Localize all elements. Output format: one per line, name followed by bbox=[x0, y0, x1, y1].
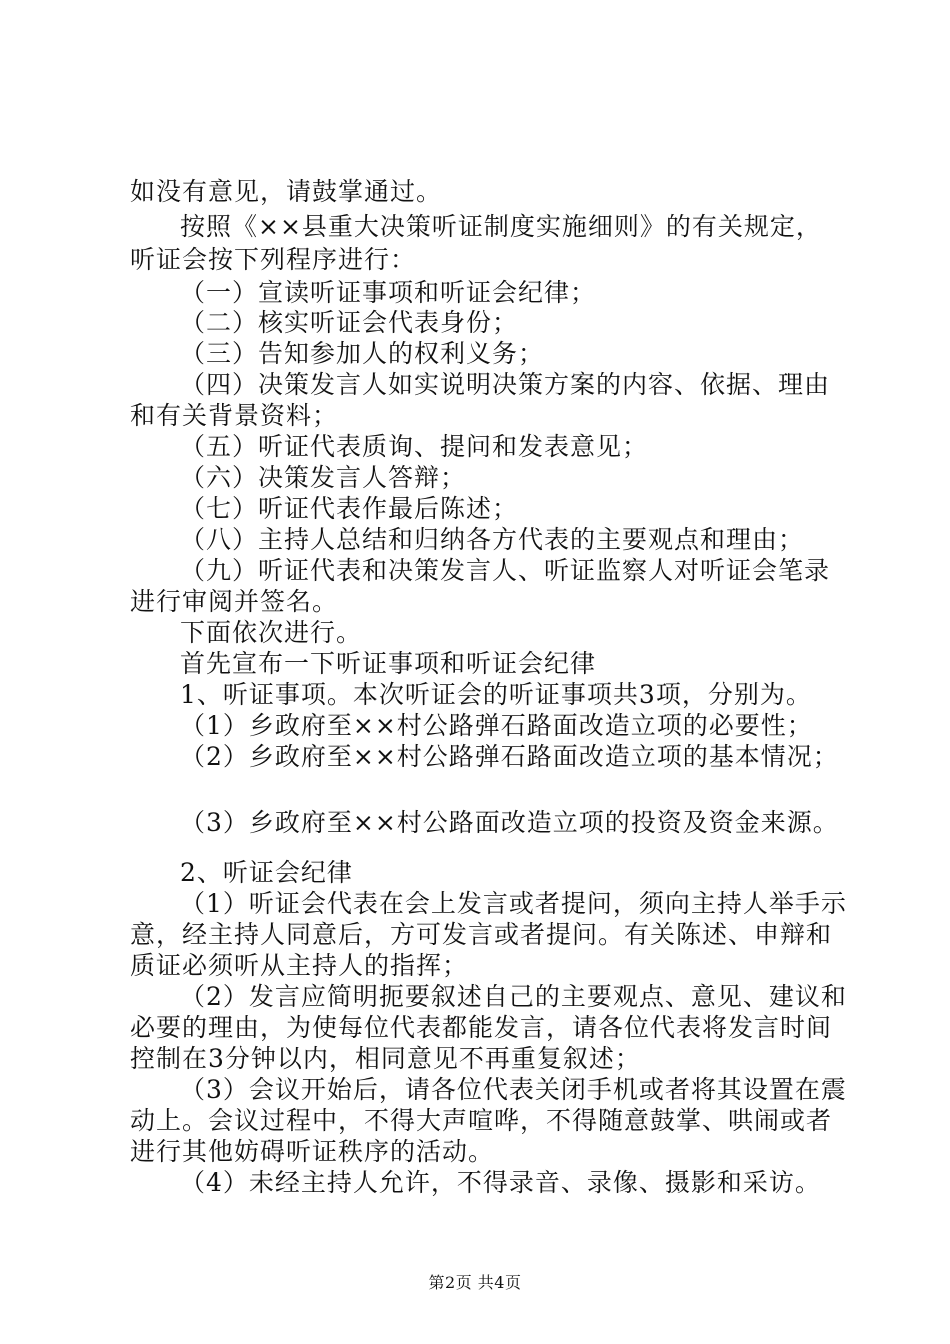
procedure-item: （一）宣读听证事项和听证会纪律； bbox=[180, 278, 597, 307]
paragraph-line: 如没有意见，请鼓掌通过。 bbox=[130, 177, 443, 206]
paragraph-line: 动上。会议过程中，不得大声喧哗，不得随意鼓掌、哄闹或者 bbox=[130, 1106, 833, 1135]
hearing-item: （3）乡政府至××村公路面改造立项的投资及资金来源。 bbox=[180, 808, 839, 837]
paragraph-line: 必要的理由，为使每位代表都能发言，请各位代表将发言时间 bbox=[130, 1013, 833, 1042]
paragraph-line: 控制在3分钟以内，相同意见不再重复叙述； bbox=[130, 1044, 641, 1073]
procedure-item: （二）核实听证会代表身份； bbox=[180, 308, 519, 337]
paragraph-line: 下面依次进行。 bbox=[180, 618, 363, 647]
procedure-item: （八）主持人总结和归纳各方代表的主要观点和理由； bbox=[180, 525, 805, 554]
paragraph-line: 听证会按下列程序进行： bbox=[130, 245, 417, 274]
hearing-item: （2）乡政府至××村公路弹石路面改造立项的基本情况； bbox=[180, 742, 839, 771]
paragraph-line: 质证必须听从主持人的指挥； bbox=[130, 951, 469, 980]
procedure-item: （七）听证代表作最后陈述； bbox=[180, 494, 519, 523]
hearing-item: （1）乡政府至××村公路弹石路面改造立项的必要性； bbox=[180, 711, 813, 740]
paragraph-line: 和有关背景资料； bbox=[130, 401, 339, 430]
discipline-item: （2）发言应简明扼要叙述自己的主要观点、意见、建议和 bbox=[180, 982, 847, 1011]
procedure-item: （六）决策发言人答辩； bbox=[180, 463, 467, 492]
paragraph-line: 意，经主持人同意后，方可发言或者提问。有关陈述、申辩和 bbox=[130, 920, 833, 949]
procedure-item: （三）告知参加人的权利义务； bbox=[180, 339, 545, 368]
procedure-item: （五）听证代表质询、提问和发表意见； bbox=[180, 432, 649, 461]
paragraph-line: 首先宣布一下听证事项和听证会纪律 bbox=[180, 649, 597, 678]
section-heading: 1、听证事项。本次听证会的听证事项共3项，分别为。 bbox=[180, 680, 812, 709]
discipline-item: （1）听证会代表在会上发言或者提问，须向主持人举手示 bbox=[180, 889, 847, 918]
page-number-footer: 第2页 共4页 bbox=[428, 1273, 522, 1292]
procedure-item: （四）决策发言人如实说明决策方案的内容、依据、理由 bbox=[180, 370, 831, 399]
paragraph-line: 按照《××县重大决策听证制度实施细则》的有关规定， bbox=[180, 212, 822, 241]
discipline-item: （3）会议开始后，请各位代表关闭手机或者将其设置在震 bbox=[180, 1075, 847, 1104]
paragraph-line: 进行审阅并签名。 bbox=[130, 587, 339, 616]
procedure-item: （九）听证代表和决策发言人、听证监察人对听证会笔录 bbox=[180, 556, 831, 585]
paragraph-line: 进行其他妨碍听证秩序的活动。 bbox=[130, 1137, 495, 1166]
discipline-item: （4）未经主持人允许，不得录音、录像、摄影和采访。 bbox=[180, 1168, 821, 1197]
section-heading: 2、听证会纪律 bbox=[180, 858, 353, 887]
